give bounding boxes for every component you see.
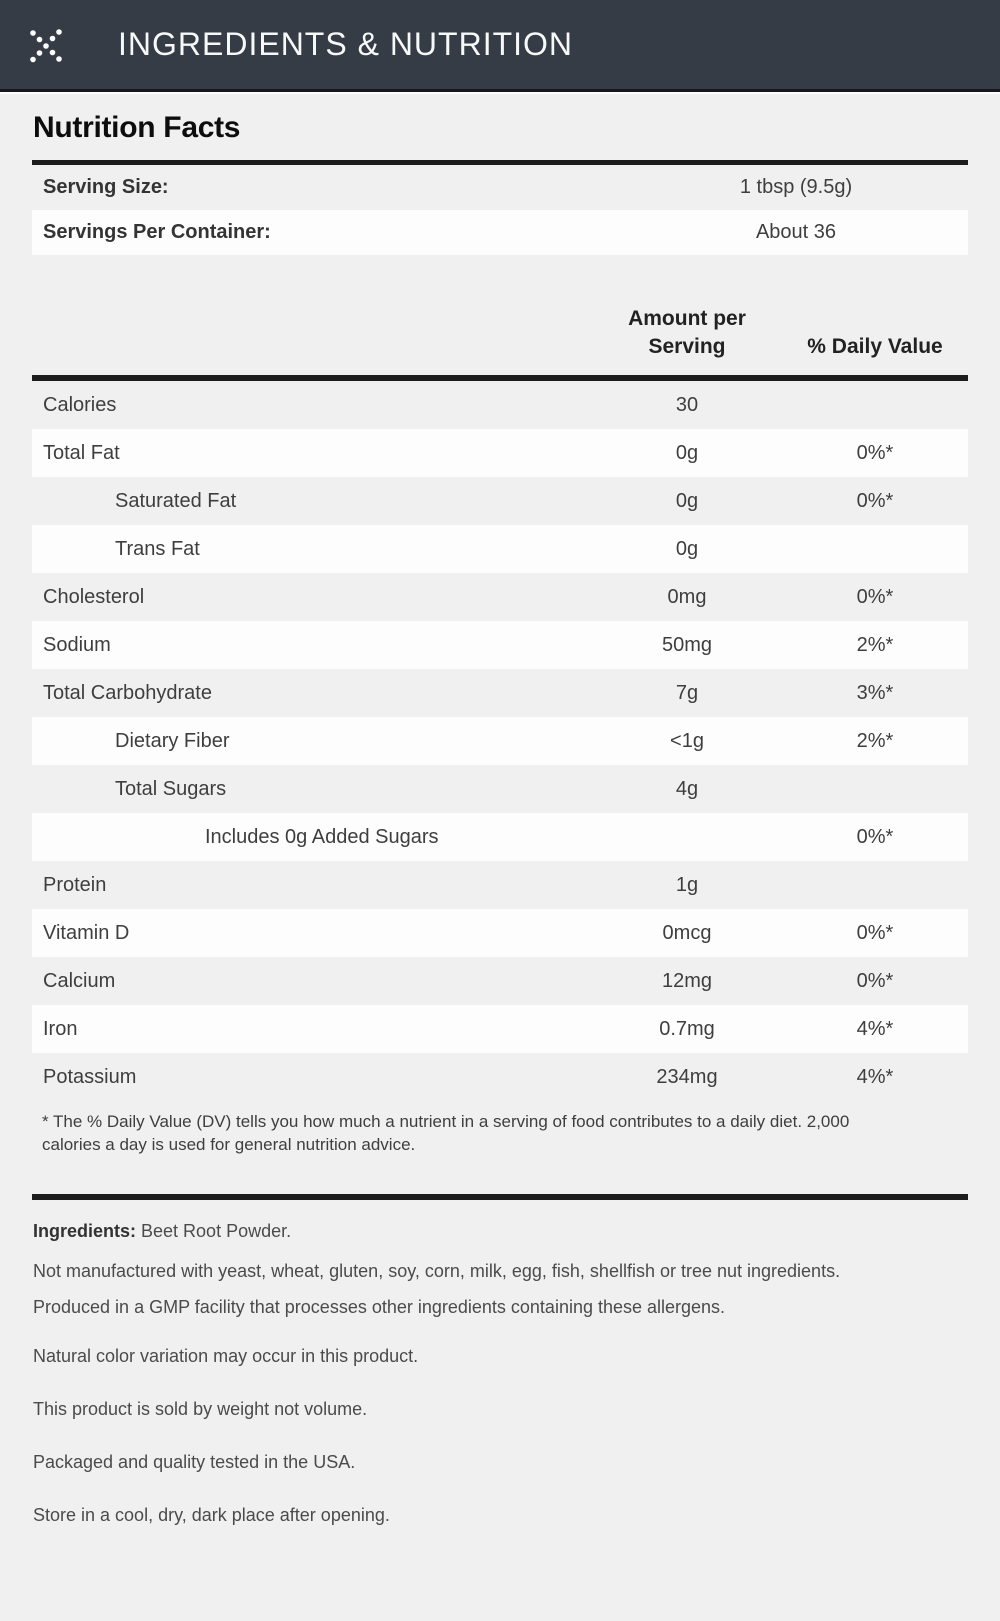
product-info bbox=[33, 1220, 967, 1527]
ingredients-line bbox=[33, 1220, 967, 1243]
nutrition-facts-panel bbox=[32, 107, 968, 1200]
nutrition-rows bbox=[32, 381, 968, 1101]
allergen-line1: Not manufactured with yeast, wheat, gluten, soy, corn, milk, egg, fish, shellfish or tree nut ingredients. bbox=[33, 1261, 841, 1281]
table-row bbox=[32, 573, 968, 621]
packaged-in-usa-note: Packaged and quality tested in the USA. bbox=[33, 1452, 356, 1472]
amount-per-serving-header bbox=[587, 305, 787, 361]
nutrient-amount: 0.7mg bbox=[659, 1017, 715, 1040]
table-row bbox=[32, 909, 968, 957]
allergen-statement bbox=[33, 1253, 967, 1325]
amount-header-line1: Amount per bbox=[628, 307, 746, 330]
nutrient-label: Cholesterol bbox=[43, 585, 145, 608]
header-divider bbox=[0, 92, 1000, 94]
nutrient-daily-value: 3%* bbox=[856, 681, 894, 704]
serving-size-row bbox=[32, 165, 968, 210]
nutrient-amount: 0g bbox=[675, 537, 699, 560]
nutrient-label: Vitamin D bbox=[43, 921, 130, 944]
table-row bbox=[32, 1053, 968, 1101]
nutrient-label: Iron bbox=[43, 1017, 78, 1040]
nutrient-label: Sodium bbox=[43, 633, 111, 656]
nutrient-daily-value: 0%* bbox=[856, 489, 894, 512]
nutrient-daily-value: 4%* bbox=[856, 1017, 894, 1040]
nutrient-label: Total Carbohydrate bbox=[43, 681, 212, 704]
nutrient-daily-value: 0%* bbox=[856, 585, 894, 608]
nutrient-daily-value: 2%* bbox=[856, 729, 894, 752]
servings-per-container-label: Servings Per Container: bbox=[43, 221, 271, 243]
nutrient-daily-value: 0%* bbox=[856, 921, 894, 944]
nutrient-amount: 0mcg bbox=[662, 921, 712, 944]
table-row bbox=[32, 1005, 968, 1053]
nutrient-amount: 0mg bbox=[667, 585, 707, 608]
nutrient-label: Calcium bbox=[43, 969, 116, 992]
nutrient-amount: 0g bbox=[675, 441, 699, 464]
page-title: INGREDIENTS & NUTRITION bbox=[118, 26, 574, 62]
nutrient-amount: 50mg bbox=[661, 633, 713, 656]
nutrient-label: Dietary Fiber bbox=[115, 729, 230, 752]
table-row bbox=[32, 669, 968, 717]
table-row bbox=[32, 957, 968, 1005]
table-row bbox=[32, 525, 968, 573]
nutrient-amount: 1g bbox=[675, 873, 699, 896]
serving-size-value: 1 tbsp (9.5g) bbox=[739, 176, 853, 198]
nutrient-daily-value: 0%* bbox=[856, 825, 894, 848]
serving-size-label: Serving Size: bbox=[43, 176, 169, 198]
thick-rule-bottom bbox=[32, 1194, 968, 1200]
nutrition-facts-heading: Nutrition Facts bbox=[33, 111, 241, 144]
nutrient-daily-value: 2%* bbox=[856, 633, 894, 656]
sold-by-weight-note: This product is sold by weight not volume. bbox=[33, 1399, 368, 1419]
ingredients-label: Ingredients: bbox=[33, 1221, 137, 1241]
servings-per-container-row bbox=[32, 210, 968, 255]
color-variation-note: Natural color variation may occur in this product. bbox=[33, 1346, 419, 1366]
storage-note: Store in a cool, dry, dark place after opening. bbox=[33, 1505, 390, 1525]
table-row bbox=[32, 477, 968, 525]
nutrient-amount: 7g bbox=[675, 681, 699, 704]
nutrient-label: Protein bbox=[43, 873, 107, 896]
nutrient-daily-value: 0%* bbox=[856, 969, 894, 992]
table-row bbox=[32, 813, 968, 861]
column-headers bbox=[32, 255, 968, 375]
nutrient-label: Saturated Fat bbox=[115, 489, 237, 512]
daily-value-header: % Daily Value bbox=[807, 335, 943, 358]
page-header bbox=[0, 0, 1000, 92]
allergen-line2: Produced in a GMP facility that processes other ingredients containing these allergens. bbox=[33, 1297, 726, 1317]
nutrient-label: Potassium bbox=[43, 1065, 137, 1088]
table-row bbox=[32, 717, 968, 765]
nutrient-daily-value: 0%* bbox=[856, 441, 894, 464]
daily-value-footnote: * The % Daily Value (DV) tells you how much a nutrient in a serving of food contributes to a daily diet. 2,000 calories a day is used for general nutrition advice. bbox=[42, 1112, 850, 1154]
nutrient-amount: 0g bbox=[675, 489, 699, 512]
dotted-x-icon bbox=[27, 26, 65, 64]
table-row bbox=[32, 765, 968, 813]
nutrient-label: Trans Fat bbox=[115, 537, 200, 560]
nutrient-amount: 234mg bbox=[656, 1065, 718, 1088]
table-row bbox=[32, 861, 968, 909]
nutrient-amount: 4g bbox=[675, 777, 699, 800]
nutrient-label: Includes 0g Added Sugars bbox=[205, 825, 439, 848]
nutrient-amount: 30 bbox=[675, 393, 699, 416]
nutrient-label: Total Sugars bbox=[115, 777, 227, 800]
nutrient-daily-value: 4%* bbox=[856, 1065, 894, 1088]
ingredients-value: Beet Root Powder. bbox=[136, 1221, 292, 1241]
nutrient-amount: 12mg bbox=[661, 969, 713, 992]
nutrient-amount: <1g bbox=[670, 729, 704, 752]
nutrient-label: Calories bbox=[43, 393, 117, 416]
amount-header-line2: Serving bbox=[648, 335, 726, 358]
table-row bbox=[32, 381, 968, 429]
servings-per-container-value: About 36 bbox=[755, 221, 837, 243]
table-row bbox=[32, 429, 968, 477]
table-row bbox=[32, 621, 968, 669]
nutrient-label: Total Fat bbox=[43, 441, 120, 464]
